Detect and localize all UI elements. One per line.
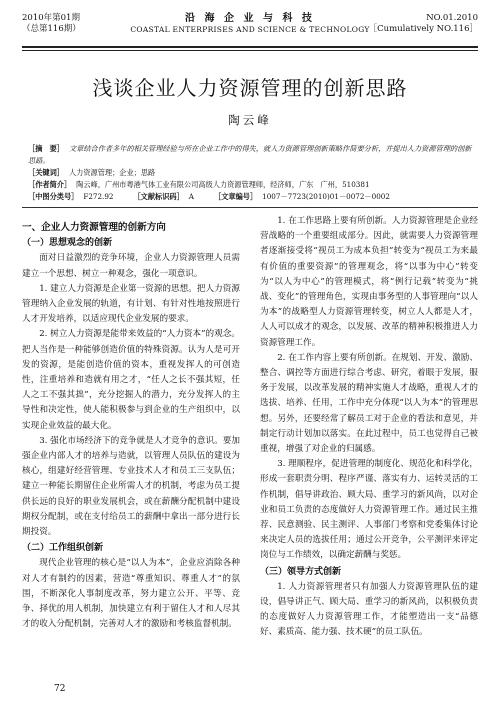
- subsection-heading: （一）思想观念的创新: [22, 238, 113, 249]
- keywords-label: ［关键词］: [28, 168, 64, 177]
- section-heading: 一、企业人力资源管理的创新方向: [22, 222, 166, 233]
- abstract-text: 文章结合作者多年的相关管理经验与所在企业工作中的得失，就人力资源管理创新策略作简要分析，并提出人力资源管理的创新思路。: [28, 144, 472, 165]
- page-number: 72: [54, 684, 66, 694]
- header-rule: [22, 46, 478, 48]
- article-title: 浅谈企业人力资源管理的创新思路: [92, 76, 408, 100]
- journal-name-en: COASTAL ENTERPRISES AND SCIENCE & TECHNOLOGY: [130, 25, 370, 34]
- meta-rule: [22, 207, 478, 208]
- header-rule-thin: [22, 50, 478, 51]
- issue-total: （总第116期）: [22, 24, 81, 34]
- article-id-label: ［文章编号］: [214, 192, 258, 201]
- abstract: [28, 143, 472, 167]
- keywords-text: 人力资源管理；企业；思路: [68, 168, 156, 177]
- issue-cumulative: ［Cumulatively NO.116］: [368, 24, 478, 34]
- classification: [28, 191, 472, 203]
- issue-number-en: NO.01.2010: [426, 13, 478, 23]
- abstract-label: ［摘 要］: [28, 144, 64, 153]
- issue-number: 2010年第01期: [22, 13, 80, 23]
- article-author: 陶云峰: [228, 113, 272, 127]
- author-info-text: 陶云峰，广州市粤港气体工业有限公司高级人力资源管理师，经济师，广东 广州，510381: [76, 180, 370, 189]
- author-info: [28, 179, 472, 191]
- paragraph: 3. 强化市场经济下的竞争就是人才竞争的意识。要加强企业内部人才的培养与造就，以管理人员队伍的建设为核心，组建好经营管理、专业技术人才和员工三支队伍；建立一种能长期留住企业所需人才的机制，考虑为员工提供长远的良好的职业发展机会，或在薪酬分配机制中建设期权分配制，或在支付给员工的薪酬中拿出一部分进行长期投资。: [22, 435, 240, 538]
- article-meta: [28, 143, 472, 203]
- author-info-label: ［作者简介］: [28, 180, 72, 189]
- keywords: [28, 167, 472, 179]
- doc-code-label: ［文献标识码］: [133, 192, 184, 201]
- journal-name-cn: 沿 海 企 业 与 科 技: [185, 13, 315, 24]
- left-column: [22, 214, 240, 632]
- subsection-heading: （二）工作组织创新: [22, 543, 104, 554]
- paragraph: 2. 树立人力资源是能带来效益的“人力资本”的观念。把人当作是一种能够创造价值的特殊资源。认为人是可开发的资源，是能创造价值的资本，重视发挥人的可创造性，注重培养和造就有用之才，“任人之长不强其短，任人之工不强其拙”，充分挖掘人的潜力，充分发挥人的主导性和决定性，使人能积极参与到企业的生产组织中，以实现企业效益的最大化。: [22, 329, 240, 431]
- doc-code-value: A: [188, 192, 194, 201]
- issue-info-en: [369, 13, 478, 35]
- right-column: [260, 214, 478, 641]
- paragraph: 3. 理顺程序，促进管理的制度化、规范化和科学化，形成一套职责分明、程序严谨、落实有力、运转灵活的工作机制，倡导讲政治、顾大局、重学习的新风尚，以对企业和员工负责的态度做好人力资源管理工作。通过民主推荐、民意测验、民主测评、人事部门考察和党委集体讨论来决定人员的选拔任用；通过公开竞争，公平测评来评定岗位与工作绩效，以确定薪酬与奖惩。: [260, 459, 478, 561]
- running-header: [22, 13, 478, 43]
- clc-value: F272.92: [83, 192, 114, 201]
- clc-label: ［中图分类号］: [28, 192, 79, 201]
- subsection-heading: （三）领导方式创新: [260, 566, 342, 577]
- paragraph: 现代企业管理的核心是“以人为本”，企业应消除各种对人才有制约的因素，营造“尊重知识、尊重人才”的氛围，不断深化人事制度改革，努力建立公开、平等、竞争、择优的用人机制，加快建立有利于留住人才和人尽其才的收入分配机制，完善对人才的激励和考核监督机制。: [22, 558, 240, 630]
- article-id-value: 1007－7723(2010)01－0072－0002: [262, 192, 390, 201]
- paragraph: 1. 人力资源管理者只有加强人力资源管理队伍的建设，倡导讲正气、顾大局、重学习的新风尚，以积极负责的态度做好人力资源管理工作，才能塑造出一支“品德好、素质高、能力强、技术硬”的员工队伍。: [260, 581, 478, 638]
- paragraph: 面对日益激烈的竞争环境，企业人力资源管理人员需建立一个思想、树立一种观念，强化一项意识。: [22, 253, 240, 279]
- paragraph: 2. 在工作内容上要有所创新。在规划、开发、激励、整合、调控等方面进行综合考虑、研究，着眼于发展，服务于发展，以改革发展的精神实施人才战略，重视人才的选拔、培养、任用，工作中充分体现“以人为本”的管理思想。另外，还要经常了解员工对于企业的看法和意见，并制定行动计划加以落实。在此过程中，员工也觉得自己被重视，增强了对企业的归属感。: [260, 352, 478, 455]
- paragraph: 1. 建立人力资源是企业第一资源的思想。把人力资源管理纳入企业发展的轨道，有计划、有针对性地按照进行人才开发培养，以适应现代企业发展的要求。: [22, 283, 240, 325]
- paragraph: 1. 在工作思路上要有所创新。人力资源管理是企业经营战略的一个重要组成部分。因此，就需要人力资源管理者逐渐接受将“视员工为成本负担”转变为“视员工为来最有价值的重要资源”的管理观念，将“以事为中心”转变为“以人为中心”的管理模式，将“例行记载”转变为“挑战、变化”的管理角色，实现由事务型的人事管理向“以人为本”的战略型人力资源管理转变，树立人人都是人才，人人可以成才的观念，以发展、改革的精神积极推进人力资源管理工作。: [260, 216, 478, 348]
